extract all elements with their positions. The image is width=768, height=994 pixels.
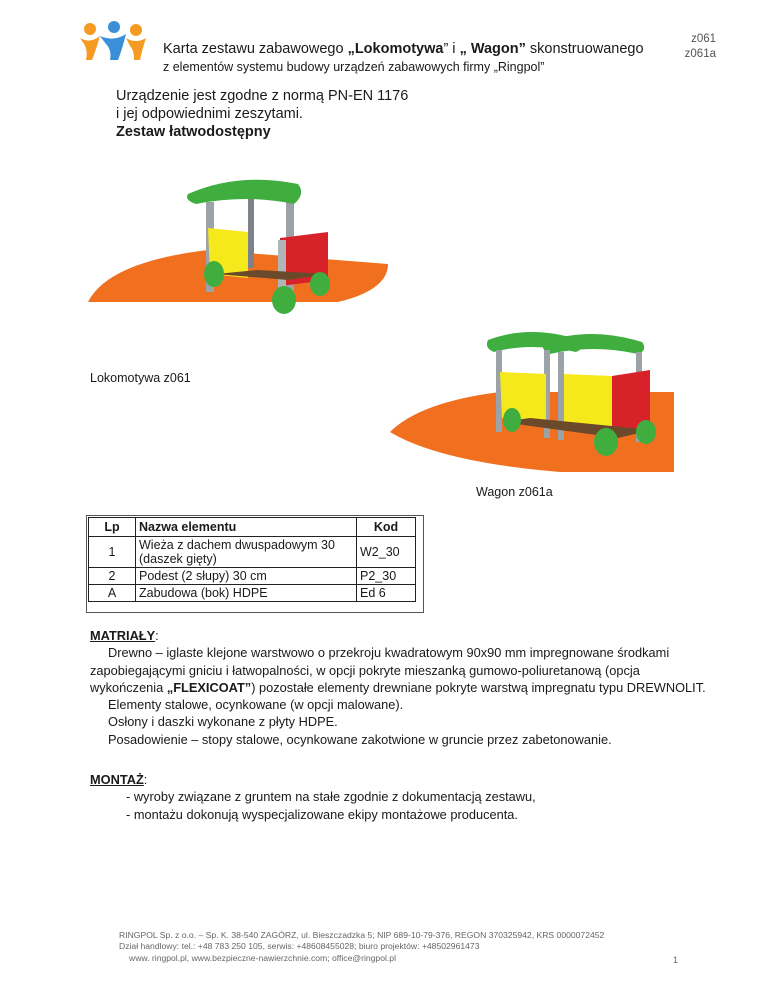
- footer-company: RINGPOL Sp. z o.o. – Sp. K. 38-540 ZAGÓRZ, ul. Bieszczadzka 5; NIP 689-10-79-376, REGON 370325942, KRS 0000072452: [119, 930, 605, 940]
- locomotive-image: [88, 170, 388, 320]
- cell-lp: A: [89, 585, 136, 602]
- cell-lp: 1: [89, 537, 136, 568]
- cell-lp: 2: [89, 568, 136, 585]
- footer-links: www. ringpol.pl, www.bezpieczne-nawierzchnie.com; office@ringpol.pl: [129, 952, 396, 963]
- montaz-section: MONTAŻ: - wyroby związane z gruntem na stałe zgodnie z dokumentacją zestawu, - montażu dokonują wyspecjalizowane ekipy montażowe producenta.: [90, 771, 710, 823]
- header-subtitle: z elementów systemu budowy urządzeń zabawowych firmy „Ringpol”: [163, 60, 545, 74]
- materials-section: MATRIAŁY: Drewno – iglaste klejone warstwowo o przekroju kwadratowym 90x90 mm impregnowane środkami zapobiegającymi gniciu i łatwopalności, w opcji pokryte mieszanką gumowo-poliuretanową (opcja wykończenia „FLEXICOAT”) pozostałe elementy drewniane pokryte warstwą impregnatu typu DREWNOLIT. Elementy stalowe, ocynkowane (w opcji malowane). Osłony i daszki wykonane z płyty HDPE. Posadowienie – stopy stalowe, ocynkowane zakotwione w gruncie przez zabetonowanie.: [90, 627, 710, 748]
- product-code: z061a: [684, 48, 716, 60]
- table-row: [89, 568, 416, 585]
- wagon-image: [380, 322, 680, 472]
- montaz-item: - montażu dokonują wyspecjalizowane ekipy montażowe producenta.: [126, 806, 518, 822]
- column-header-name: Nazwa elementu: [136, 518, 357, 537]
- materials-heading: MATRIAŁY: [90, 628, 156, 643]
- materials-paragraph: Posadowienie – stopy stalowe, ocynkowane zakotwione w gruncie przez zabetonowanie.: [108, 731, 612, 747]
- column-header-lp: Lp: [89, 518, 136, 537]
- cell-code: Ed 6: [357, 585, 416, 602]
- accessibility-label: Zestaw łatwodostępny: [116, 124, 271, 140]
- norm-line: i jej odpowiednimi zeszytami.: [116, 106, 303, 122]
- product-codes: [685, 32, 716, 62]
- cell-code: P2_30: [357, 568, 416, 585]
- caption-wagon: Wagon z061a: [476, 485, 553, 499]
- table-row: [89, 585, 416, 602]
- cell-name: Wieża z dachem dwuspadowym 30 (daszek gięty): [136, 537, 357, 568]
- norm-statement: [116, 87, 408, 141]
- montaz-item: - wyroby związane z gruntem na stałe zgodnie z dokumentacją zestawu,: [126, 789, 536, 805]
- montaz-heading: MONTAŻ: [90, 772, 144, 787]
- materials-paragraph: Elementy stalowe, ocynkowane (w opcji malowane).: [108, 697, 404, 713]
- page-number: 1: [673, 955, 679, 965]
- cell-code: W2_30: [357, 537, 416, 568]
- header-title: Karta zestawu zabawowego „Lokomotywa” i „ Wagon” skonstruowanego: [163, 41, 644, 57]
- footer: [119, 930, 604, 964]
- caption-locomotive: Lokomotywa z061: [90, 371, 191, 385]
- materials-paragraph: Drewno – iglaste klejone warstwowo o przekroju kwadratowym 90x90 mm impregnowane środkami zapobiegającymi gniciu i łatwopalności, w opcji pokryte mieszanką gumowo-poliuretanową (opcja wykończenia „FLEXICOAT”) pozostałe elementy drewniane pokryte warstwą impregnatu typu DREWNOLIT.: [90, 645, 706, 695]
- elements-table: [88, 517, 416, 602]
- ringpol-logo: [78, 20, 148, 64]
- materials-paragraph: Osłony i daszki wykonane z płyty HDPE.: [108, 714, 338, 730]
- cell-name: Zabudowa (bok) HDPE: [136, 585, 357, 602]
- table-header-row: [89, 518, 416, 537]
- column-header-code: Kod: [357, 518, 416, 537]
- product-code: z061: [691, 33, 716, 45]
- table-row: [89, 537, 416, 568]
- footer-contacts: Dział handlowy: tel.: +48 783 250 105, serwis: +48608455028; biuro projektów: +48502961473: [119, 941, 480, 952]
- cell-name: Podest (2 słupy) 30 cm: [136, 568, 357, 585]
- norm-line: Urządzenie jest zgodne z normą PN-EN 1176: [116, 88, 409, 104]
